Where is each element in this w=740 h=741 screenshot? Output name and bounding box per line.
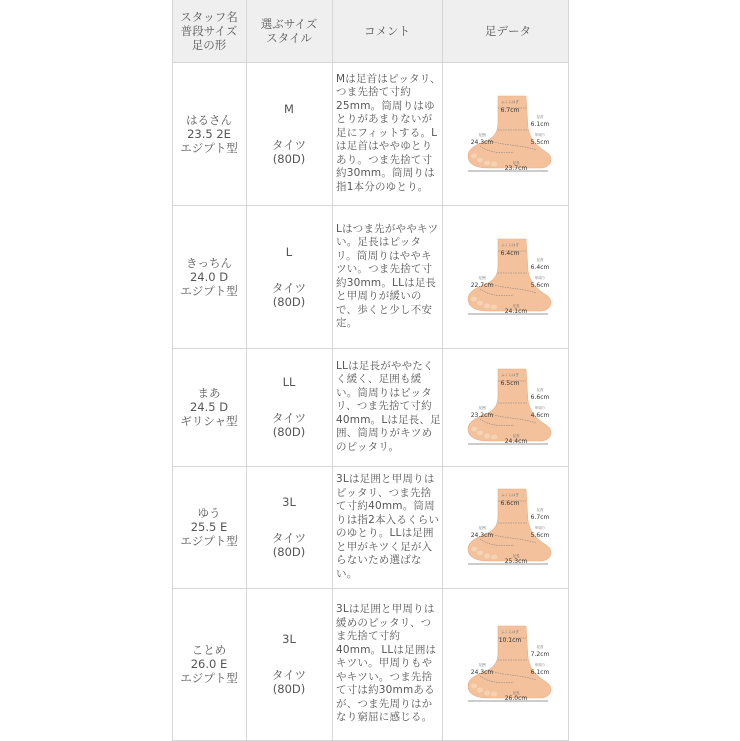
instep-label: 甲周り <box>534 275 546 280</box>
instep-label: 甲周り <box>534 526 546 530</box>
denier-label: (80D) <box>272 294 306 309</box>
header-staff-line3: 足の形 <box>191 38 227 52</box>
toe-shape <box>484 554 490 559</box>
length-label: 足長 <box>512 554 520 558</box>
calf-label: ふくらはぎ <box>501 493 519 497</box>
length-label: 足長 <box>512 303 520 308</box>
size-cell <box>246 588 332 740</box>
comment-cell <box>332 62 442 205</box>
girth-label: 足囲 <box>478 406 486 410</box>
toe-shape <box>477 688 483 693</box>
toe-shape <box>471 427 477 432</box>
foot-shape: エジプト型 <box>180 671 238 685</box>
calf-value: 6.6cm <box>500 500 520 507</box>
calf-value: 10.1cm <box>498 637 522 644</box>
chosen-size: 3L <box>282 632 296 646</box>
comment-cell <box>332 205 442 348</box>
foot-data-cell <box>447 62 569 205</box>
chosen-size: M <box>284 101 294 116</box>
comment-cell <box>332 466 442 588</box>
toe-shape <box>471 684 477 689</box>
length-value: 26.0cm <box>504 695 528 702</box>
staff-name: ことめ <box>191 643 227 657</box>
toe-shape <box>477 551 483 556</box>
length-label: 足長 <box>512 691 520 695</box>
usual-size: 23.5 2E <box>187 126 231 141</box>
ankle-label: 足首 <box>536 645 544 649</box>
header-size-line2: スタイル <box>266 31 312 45</box>
size-cell <box>246 348 332 466</box>
header-size-line1: 選ぶサイズ <box>260 17 318 31</box>
foot-diagram <box>458 237 558 317</box>
table-row <box>172 466 569 589</box>
staff-cell <box>172 466 246 588</box>
denier-label: (80D) <box>272 151 306 166</box>
toe-shape <box>484 434 490 439</box>
header-comment: コメント <box>364 24 410 38</box>
table-row <box>172 62 569 206</box>
chosen-size: L <box>285 244 293 259</box>
denier-label: (80D) <box>272 425 306 439</box>
comment-text: LLは足長がややたくく緩く、足囲も緩い。筒周りはピッタリ、つま先捨て寸約40mm。Lは足長、足囲、筒周りがキツめのピッタリ。 <box>336 359 441 453</box>
toe-shape <box>491 304 497 309</box>
ankle-value: 6.4cm <box>530 263 550 271</box>
girth-value: 22.7cm <box>470 281 494 289</box>
instep-value: 5.5cm <box>530 138 550 146</box>
staff-cell <box>172 348 246 466</box>
toe-shape <box>491 435 497 440</box>
foot-data-cell <box>447 466 569 588</box>
foot-diagram <box>458 367 558 447</box>
staff-name: まあ <box>197 386 221 400</box>
instep-value: 4.6cm <box>530 412 550 419</box>
calf-value: 6.7cm <box>500 106 520 114</box>
usual-size: 24.0 D <box>189 269 229 284</box>
foot-shape: エジプト型 <box>180 534 238 548</box>
ankle-label: 足首 <box>536 508 544 512</box>
staff-name: きっちん <box>186 255 232 270</box>
toe-shape <box>471 296 477 301</box>
toe-shape <box>491 555 497 560</box>
instep-value: 5.6cm <box>530 532 550 539</box>
instep-label: 甲周り <box>534 132 546 137</box>
foot-diagram <box>458 487 558 567</box>
style-label: タイツ <box>271 411 307 425</box>
calf-label: ふくらはぎ <box>501 373 519 377</box>
toe-shape <box>484 160 490 165</box>
length-value: 24.4cm <box>504 438 528 445</box>
instep-value: 5.6cm <box>530 281 550 289</box>
calf-value: 6.5cm <box>500 380 520 387</box>
style-label: タイツ <box>271 668 307 682</box>
girth-value: 23.2cm <box>470 412 494 419</box>
girth-label: 足囲 <box>478 663 486 667</box>
comment-cell <box>332 348 442 466</box>
calf-value: 6.4cm <box>500 249 520 257</box>
foot-data-cell <box>447 588 569 740</box>
table-row <box>172 348 569 467</box>
header-staff <box>172 0 246 62</box>
girth-label: 足囲 <box>478 526 486 530</box>
girth-label: 足囲 <box>478 132 486 137</box>
foot-shape: エジプト型 <box>180 283 238 298</box>
instep-label: 甲周り <box>534 406 546 410</box>
length-label: 足長 <box>512 160 520 165</box>
ankle-value: 7.2cm <box>530 651 550 658</box>
calf-label: ふくらはぎ <box>501 99 519 104</box>
staff-name: はるさん <box>186 112 232 127</box>
comment-text: Mは足首はピッタリ、つま先捨て寸約25mm。筒周りはゆとりがあまりないが足にフィットする。Lは足首はややゆとりあり。つま先捨て寸約30mm。筒周りは指1本分のゆとり。 <box>336 72 441 193</box>
foot-data-cell <box>447 205 569 348</box>
toe-shape <box>484 691 490 696</box>
girth-value: 24.3cm <box>470 138 494 146</box>
ankle-label: 足首 <box>536 388 544 392</box>
foot-diagram <box>458 624 558 704</box>
comment-cell <box>332 588 442 740</box>
comment-text: Lはつま先がややキツい。足長はピッタリ。筒周りはややキツい。つま先捨て寸約30mm。LLは足長と甲周りが緩いので、歩くと少し不安定。 <box>336 222 439 329</box>
denier-label: (80D) <box>272 545 306 559</box>
length-label: 足長 <box>512 434 520 438</box>
ankle-value: 6.7cm <box>530 514 550 521</box>
foot-shape: ギリシャ型 <box>180 414 238 428</box>
header-staff-line2: 普段サイズ <box>180 24 238 38</box>
size-cell <box>246 466 332 588</box>
staff-cell <box>172 588 246 740</box>
comment-text: 3Lは足囲と甲周りは緩めのピッタリ、つま先捨て寸約40mm。LLは足囲はキツい。甲周りもややキツい。つま先捨て寸は約30mmあるが、つま先周りはかなり窮屈に感じる。 <box>336 603 437 724</box>
foot-diagram <box>458 94 558 174</box>
ankle-label: 足首 <box>536 257 544 262</box>
foot-data-cell <box>447 348 569 466</box>
toe-shape <box>471 547 477 552</box>
header-foot-data: 足データ <box>485 24 531 38</box>
ankle-label: 足首 <box>536 114 544 119</box>
chosen-size: 3L <box>282 495 296 509</box>
staff-name: ゆう <box>197 506 221 520</box>
calf-label: ふくらはぎ <box>501 630 519 634</box>
toe-shape <box>477 431 483 436</box>
usual-size: 25.5 E <box>190 520 228 534</box>
chosen-size: LL <box>282 375 296 389</box>
toe-shape <box>491 161 497 166</box>
usual-size: 26.0 E <box>190 657 228 671</box>
instep-value: 6.1cm <box>530 669 550 676</box>
toe-shape <box>471 153 477 158</box>
style-label: タイツ <box>271 280 307 295</box>
comment-text: 3Lは足囲と甲周りはピッタリ、つま先捨て寸約40mm。筒周りは指2本入るくらいのゆとり。LLは足囲と甲がキツく足が入らないため選ばない。 <box>336 473 440 580</box>
toe-shape <box>477 157 483 162</box>
length-value: 24.1cm <box>504 307 528 315</box>
header-size <box>246 0 332 62</box>
girth-label: 足囲 <box>478 275 486 280</box>
girth-value: 24.3cm <box>470 669 494 676</box>
ankle-value: 6.6cm <box>530 394 550 401</box>
foot-shape: エジプト型 <box>180 140 238 155</box>
toe-shape <box>491 692 497 697</box>
header-staff-line1: スタッフ名 <box>180 10 238 24</box>
size-cell <box>246 62 332 205</box>
calf-label: ふくらはぎ <box>501 242 519 247</box>
size-cell <box>246 205 332 348</box>
denier-label: (80D) <box>272 682 306 696</box>
table-row <box>172 205 569 349</box>
style-label: タイツ <box>271 137 307 152</box>
usual-size: 24.5 D <box>189 400 229 414</box>
toe-shape <box>477 300 483 305</box>
length-value: 23.7cm <box>504 164 528 172</box>
ankle-value: 6.1cm <box>530 120 550 128</box>
size-comparison-table <box>172 0 569 740</box>
table-header <box>172 0 569 63</box>
instep-label: 甲周り <box>534 663 546 667</box>
length-value: 25.3cm <box>504 558 528 565</box>
girth-value: 24.3cm <box>470 532 494 539</box>
table-row <box>172 588 569 741</box>
toe-shape <box>484 303 490 308</box>
style-label: タイツ <box>271 531 307 545</box>
staff-cell <box>172 205 246 348</box>
staff-cell <box>172 62 246 205</box>
